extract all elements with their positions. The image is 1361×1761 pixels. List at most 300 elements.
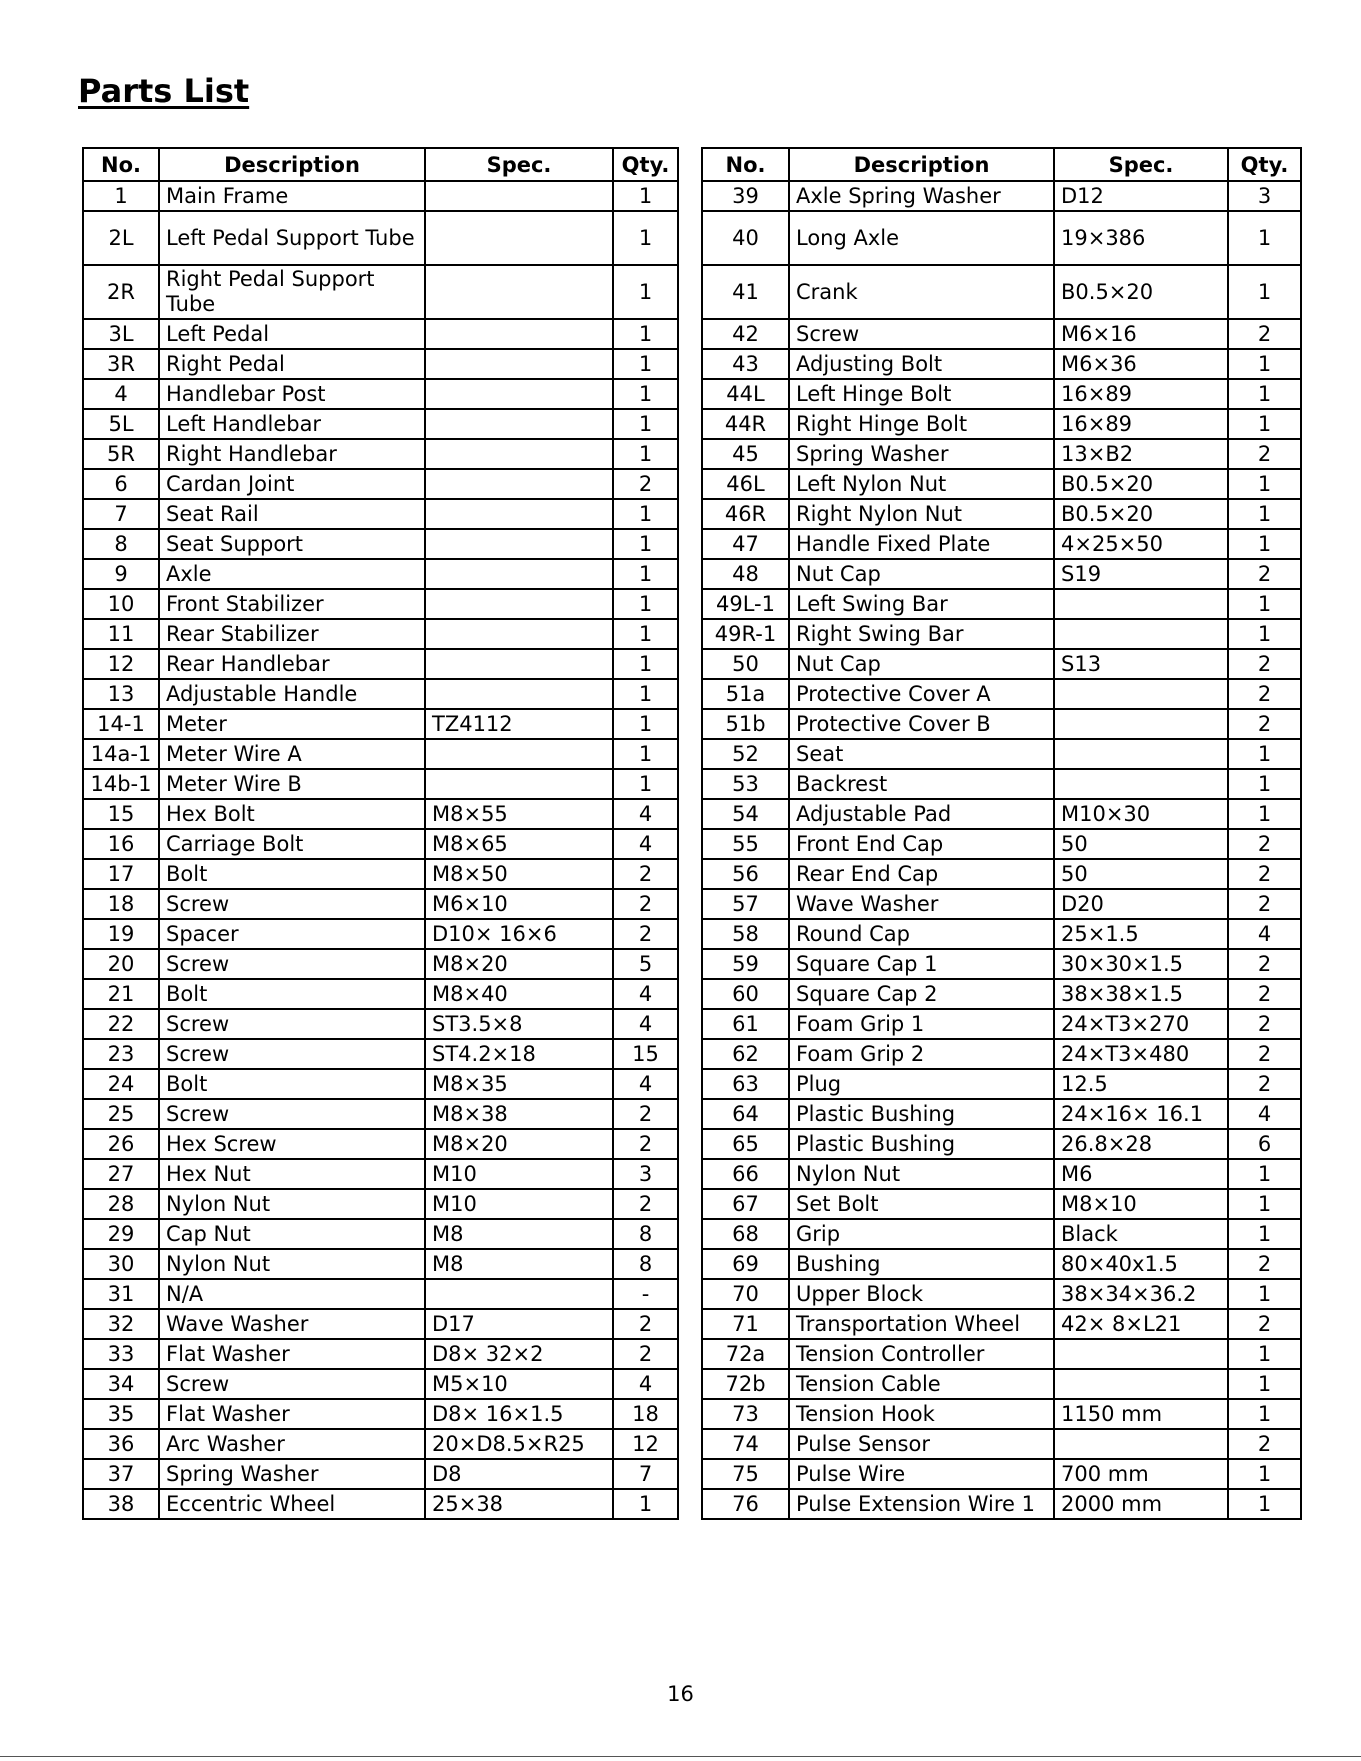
table-row: [83, 1069, 678, 1099]
part-number: 38: [83, 1489, 159, 1519]
part-number: 47: [702, 529, 789, 559]
part-description: Pulse Sensor: [789, 1429, 1054, 1459]
part-description: Screw: [789, 319, 1054, 349]
part-number: 55: [702, 829, 789, 859]
part-spec: [425, 1279, 613, 1309]
part-description: Axle: [159, 559, 425, 589]
part-number: 3R: [83, 349, 159, 379]
part-qty: 3: [1228, 181, 1301, 211]
part-number: 57: [702, 889, 789, 919]
table-row: [83, 1399, 678, 1429]
table-row: [702, 979, 1301, 1009]
part-qty: 1: [613, 619, 678, 649]
header-description: Description: [789, 148, 1054, 181]
table-row: [702, 319, 1301, 349]
part-description: Upper Block: [789, 1279, 1054, 1309]
part-spec: 80×40x1.5: [1054, 1249, 1228, 1279]
part-number: 44R: [702, 409, 789, 439]
part-description: Adjustable Handle: [159, 679, 425, 709]
table-row: [702, 1459, 1301, 1489]
table-row: [702, 499, 1301, 529]
part-spec: [425, 439, 613, 469]
part-number: 49L-1: [702, 589, 789, 619]
table-row: [702, 469, 1301, 499]
part-description: Meter Wire A: [159, 739, 425, 769]
part-spec: [425, 379, 613, 409]
part-qty: 1: [1228, 799, 1301, 829]
part-number: 5R: [83, 439, 159, 469]
part-qty: 4: [613, 1369, 678, 1399]
part-description: Foam Grip 2: [789, 1039, 1054, 1069]
part-number: 61: [702, 1009, 789, 1039]
part-qty: 15: [613, 1039, 678, 1069]
header-spec: Spec.: [1054, 148, 1228, 181]
header-row: [83, 148, 678, 181]
part-qty: 2: [613, 1339, 678, 1369]
table-row: [702, 1129, 1301, 1159]
part-number: 31: [83, 1279, 159, 1309]
part-number: 63: [702, 1069, 789, 1099]
table-row: [702, 211, 1301, 265]
part-description: Front End Cap: [789, 829, 1054, 859]
part-qty: 1: [1228, 1279, 1301, 1309]
part-spec: M8: [425, 1249, 613, 1279]
part-spec: D8× 16×1.5: [425, 1399, 613, 1429]
part-spec: S13: [1054, 649, 1228, 679]
table-row: [702, 1309, 1301, 1339]
part-spec: 25×1.5: [1054, 919, 1228, 949]
table-row: [83, 1129, 678, 1159]
part-spec: D10× 16×6: [425, 919, 613, 949]
part-number: 46R: [702, 499, 789, 529]
part-spec: M5×10: [425, 1369, 613, 1399]
part-description: Plastic Bushing: [789, 1129, 1054, 1159]
page-number: 16: [667, 1682, 694, 1706]
part-spec: [1054, 769, 1228, 799]
part-number: 54: [702, 799, 789, 829]
table-row: [83, 1009, 678, 1039]
header-qty: Qty.: [613, 148, 678, 181]
part-qty: 1: [1228, 769, 1301, 799]
table-row: [702, 181, 1301, 211]
part-spec: 38×38×1.5: [1054, 979, 1228, 1009]
part-qty: 2: [1228, 859, 1301, 889]
part-qty: 2: [1228, 649, 1301, 679]
table-row: [702, 649, 1301, 679]
part-qty: 2: [1228, 1249, 1301, 1279]
table-row: [702, 409, 1301, 439]
part-description: Arc Washer: [159, 1429, 425, 1459]
part-description: Left Swing Bar: [789, 589, 1054, 619]
part-description: Hex Screw: [159, 1129, 425, 1159]
table-row: [702, 265, 1301, 319]
table-row: [83, 1369, 678, 1399]
part-spec: D8× 32×2: [425, 1339, 613, 1369]
part-spec: [425, 649, 613, 679]
part-qty: 1: [613, 1489, 678, 1519]
part-qty: 4: [613, 1069, 678, 1099]
part-number: 14a-1: [83, 739, 159, 769]
part-number: 58: [702, 919, 789, 949]
part-qty: 1: [1228, 469, 1301, 499]
table-row: [83, 1159, 678, 1189]
part-spec: ST3.5×8: [425, 1009, 613, 1039]
table-row: [83, 265, 678, 319]
part-spec: [1054, 1429, 1228, 1459]
part-number: 25: [83, 1099, 159, 1129]
part-number: 70: [702, 1279, 789, 1309]
part-spec: [425, 181, 613, 211]
part-qty: 2: [1228, 889, 1301, 919]
part-number: 26: [83, 1129, 159, 1159]
part-description: Axle Spring Washer: [789, 181, 1054, 211]
part-qty: 1: [613, 211, 678, 265]
table-row: [702, 1099, 1301, 1129]
part-number: 21: [83, 979, 159, 1009]
part-number: 9: [83, 559, 159, 589]
table-row: [83, 439, 678, 469]
part-number: 4: [83, 379, 159, 409]
part-description: Bolt: [159, 859, 425, 889]
part-spec: M8×40: [425, 979, 613, 1009]
part-description: Foam Grip 1: [789, 1009, 1054, 1039]
part-qty: 1: [1228, 1189, 1301, 1219]
table-row: [702, 1189, 1301, 1219]
part-spec: [425, 265, 613, 319]
table-row: [702, 379, 1301, 409]
part-qty: 2: [613, 889, 678, 919]
part-spec: M8×55: [425, 799, 613, 829]
part-spec: D20: [1054, 889, 1228, 919]
part-description: Grip: [789, 1219, 1054, 1249]
part-description: Main Frame: [159, 181, 425, 211]
table-row: [83, 739, 678, 769]
part-description: Nut Cap: [789, 559, 1054, 589]
part-description: Rear Stabilizer: [159, 619, 425, 649]
part-qty: 2: [613, 1129, 678, 1159]
part-spec: S19: [1054, 559, 1228, 589]
table-row: [702, 1489, 1301, 1519]
part-number: 72a: [702, 1339, 789, 1369]
table-row: [702, 349, 1301, 379]
part-number: 67: [702, 1189, 789, 1219]
part-number: 36: [83, 1429, 159, 1459]
part-spec: 1150 mm: [1054, 1399, 1228, 1429]
table-row: [702, 919, 1301, 949]
part-qty: 1: [613, 439, 678, 469]
part-number: 69: [702, 1249, 789, 1279]
part-qty: 2: [1228, 1009, 1301, 1039]
part-qty: 4: [1228, 919, 1301, 949]
part-description: Right Pedal Support Tube: [159, 265, 425, 319]
table-row: [83, 1489, 678, 1519]
part-spec: B0.5×20: [1054, 499, 1228, 529]
part-number: 11: [83, 619, 159, 649]
part-number: 35: [83, 1399, 159, 1429]
table-row: [702, 949, 1301, 979]
part-description: Bushing: [789, 1249, 1054, 1279]
part-number: 24: [83, 1069, 159, 1099]
part-spec: D12: [1054, 181, 1228, 211]
table-row: [83, 529, 678, 559]
part-qty: 1: [1228, 1399, 1301, 1429]
part-qty: -: [613, 1279, 678, 1309]
part-qty: 1: [613, 265, 678, 319]
table-row: [83, 181, 678, 211]
part-spec: 20×D8.5×R25: [425, 1429, 613, 1459]
part-spec: 30×30×1.5: [1054, 949, 1228, 979]
part-qty: 2: [1228, 679, 1301, 709]
part-qty: 1: [613, 499, 678, 529]
part-qty: 1: [1228, 1219, 1301, 1249]
part-qty: 2: [613, 1099, 678, 1129]
part-description: Flat Washer: [159, 1339, 425, 1369]
part-spec: [425, 499, 613, 529]
part-qty: 4: [613, 829, 678, 859]
part-description: Tension Controller: [789, 1339, 1054, 1369]
part-number: 6: [83, 469, 159, 499]
part-number: 66: [702, 1159, 789, 1189]
part-number: 33: [83, 1339, 159, 1369]
part-spec: 50: [1054, 859, 1228, 889]
part-spec: M8×50: [425, 859, 613, 889]
table-row: [83, 499, 678, 529]
part-spec: M8: [425, 1219, 613, 1249]
part-number: 2L: [83, 211, 159, 265]
part-description: Cardan Joint: [159, 469, 425, 499]
part-number: 41: [702, 265, 789, 319]
part-number: 7: [83, 499, 159, 529]
table-row: [83, 211, 678, 265]
table-row: [83, 1249, 678, 1279]
part-number: 39: [702, 181, 789, 211]
part-number: 15: [83, 799, 159, 829]
part-description: Right Handlebar: [159, 439, 425, 469]
table-row: [83, 1039, 678, 1069]
part-qty: 2: [1228, 1429, 1301, 1459]
part-spec: 24×T3×480: [1054, 1039, 1228, 1069]
table-row: [702, 589, 1301, 619]
part-description: Right Hinge Bolt: [789, 409, 1054, 439]
part-qty: 1: [613, 769, 678, 799]
table-row: [702, 1039, 1301, 1069]
part-description: Seat Support: [159, 529, 425, 559]
part-spec: [425, 559, 613, 589]
part-description: Adjustable Pad: [789, 799, 1054, 829]
part-spec: M8×20: [425, 949, 613, 979]
table-row: [702, 439, 1301, 469]
part-description: Spacer: [159, 919, 425, 949]
part-spec: B0.5×20: [1054, 469, 1228, 499]
part-description: Flat Washer: [159, 1399, 425, 1429]
parts-table-left: [82, 147, 679, 1520]
part-qty: 4: [1228, 1099, 1301, 1129]
table-row: [702, 619, 1301, 649]
header-description: Description: [159, 148, 425, 181]
part-qty: 4: [613, 799, 678, 829]
part-spec: [1054, 589, 1228, 619]
part-spec: M8×35: [425, 1069, 613, 1099]
table-row: [702, 1009, 1301, 1039]
part-number: 2R: [83, 265, 159, 319]
part-number: 71: [702, 1309, 789, 1339]
part-qty: 1: [613, 709, 678, 739]
part-number: 51a: [702, 679, 789, 709]
part-spec: 25×38: [425, 1489, 613, 1519]
part-number: 60: [702, 979, 789, 1009]
part-qty: 1: [613, 349, 678, 379]
part-qty: 2: [1228, 709, 1301, 739]
part-description: Pulse Wire: [789, 1459, 1054, 1489]
part-spec: M6: [1054, 1159, 1228, 1189]
part-description: Spring Washer: [159, 1459, 425, 1489]
part-number: 12: [83, 649, 159, 679]
part-description: Left Nylon Nut: [789, 469, 1054, 499]
header-qty: Qty.: [1228, 148, 1301, 181]
part-qty: 2: [613, 859, 678, 889]
table-row: [702, 769, 1301, 799]
table-row: [702, 829, 1301, 859]
part-number: 1: [83, 181, 159, 211]
part-qty: 1: [1228, 499, 1301, 529]
part-qty: 2: [1228, 979, 1301, 1009]
part-spec: [425, 349, 613, 379]
table-row: [83, 409, 678, 439]
part-description: Left Pedal Support Tube: [159, 211, 425, 265]
table-row: [83, 1309, 678, 1339]
part-spec: 700 mm: [1054, 1459, 1228, 1489]
part-description: Handle Fixed Plate: [789, 529, 1054, 559]
table-row: [83, 589, 678, 619]
part-spec: M10: [425, 1159, 613, 1189]
part-description: Adjusting Bolt: [789, 349, 1054, 379]
part-qty: 1: [1228, 379, 1301, 409]
part-qty: 2: [1228, 559, 1301, 589]
parts-table-right-body: [702, 181, 1301, 1519]
table-row: [83, 1279, 678, 1309]
table-row: [702, 1339, 1301, 1369]
part-spec: 42× 8×L21: [1054, 1309, 1228, 1339]
part-description: Screw: [159, 1009, 425, 1039]
part-description: N/A: [159, 1279, 425, 1309]
part-qty: 1: [613, 679, 678, 709]
part-number: 37: [83, 1459, 159, 1489]
part-description: Right Nylon Nut: [789, 499, 1054, 529]
part-qty: 2: [1228, 829, 1301, 859]
parts-table-right: [701, 147, 1302, 1520]
table-row: [702, 559, 1301, 589]
table-row: [83, 859, 678, 889]
part-spec: 4×25×50: [1054, 529, 1228, 559]
part-description: Crank: [789, 265, 1054, 319]
part-spec: [425, 469, 613, 499]
part-description: Screw: [159, 1099, 425, 1129]
part-qty: 2: [1228, 1069, 1301, 1099]
part-description: Seat Rail: [159, 499, 425, 529]
part-spec: M6×10: [425, 889, 613, 919]
part-description: Front Stabilizer: [159, 589, 425, 619]
part-qty: 1: [613, 319, 678, 349]
part-spec: 24×T3×270: [1054, 1009, 1228, 1039]
part-qty: 1: [1228, 589, 1301, 619]
part-description: Set Bolt: [789, 1189, 1054, 1219]
table-row: [83, 799, 678, 829]
part-qty: 2: [1228, 949, 1301, 979]
header-no: No.: [83, 148, 159, 181]
part-spec: 26.8×28: [1054, 1129, 1228, 1159]
part-spec: M8×10: [1054, 1189, 1228, 1219]
part-number: 29: [83, 1219, 159, 1249]
table-row: [702, 889, 1301, 919]
part-qty: 3: [613, 1159, 678, 1189]
part-qty: 8: [613, 1219, 678, 1249]
part-number: 56: [702, 859, 789, 889]
table-row: [702, 1159, 1301, 1189]
part-description: Rear End Cap: [789, 859, 1054, 889]
table-row: [83, 469, 678, 499]
part-description: Right Swing Bar: [789, 619, 1054, 649]
part-qty: 1: [613, 181, 678, 211]
part-number: 8: [83, 529, 159, 559]
part-spec: 16×89: [1054, 379, 1228, 409]
part-description: Square Cap 2: [789, 979, 1054, 1009]
part-number: 74: [702, 1429, 789, 1459]
part-spec: 38×34×36.2: [1054, 1279, 1228, 1309]
part-description: Protective Cover A: [789, 679, 1054, 709]
part-qty: 1: [1228, 211, 1301, 265]
table-row: [83, 379, 678, 409]
part-spec: [1054, 709, 1228, 739]
part-spec: M8×65: [425, 829, 613, 859]
part-description: Wave Washer: [789, 889, 1054, 919]
part-description: Carriage Bolt: [159, 829, 425, 859]
part-description: Nylon Nut: [789, 1159, 1054, 1189]
part-spec: 2000 mm: [1054, 1489, 1228, 1519]
part-spec: [425, 589, 613, 619]
page-title: Parts List: [78, 72, 250, 110]
part-qty: 8: [613, 1249, 678, 1279]
table-row: [702, 1279, 1301, 1309]
part-qty: 4: [613, 1009, 678, 1039]
part-description: Backrest: [789, 769, 1054, 799]
part-spec: [1054, 1339, 1228, 1369]
part-qty: 1: [613, 649, 678, 679]
part-spec: [425, 769, 613, 799]
part-number: 65: [702, 1129, 789, 1159]
part-number: 42: [702, 319, 789, 349]
part-description: Bolt: [159, 1069, 425, 1099]
part-number: 17: [83, 859, 159, 889]
part-number: 59: [702, 949, 789, 979]
part-description: Nylon Nut: [159, 1189, 425, 1219]
part-number: 44L: [702, 379, 789, 409]
part-spec: M10×30: [1054, 799, 1228, 829]
part-number: 13: [83, 679, 159, 709]
part-qty: 2: [1228, 1039, 1301, 1069]
part-qty: 1: [1228, 619, 1301, 649]
header-row: [702, 148, 1301, 181]
part-description: Handlebar Post: [159, 379, 425, 409]
header-spec: Spec.: [425, 148, 613, 181]
part-description: Screw: [159, 1369, 425, 1399]
part-number: 68: [702, 1219, 789, 1249]
part-qty: 1: [1228, 1339, 1301, 1369]
part-qty: 18: [613, 1399, 678, 1429]
part-description: Spring Washer: [789, 439, 1054, 469]
part-description: Tension Cable: [789, 1369, 1054, 1399]
table-row: [83, 1189, 678, 1219]
part-number: 62: [702, 1039, 789, 1069]
